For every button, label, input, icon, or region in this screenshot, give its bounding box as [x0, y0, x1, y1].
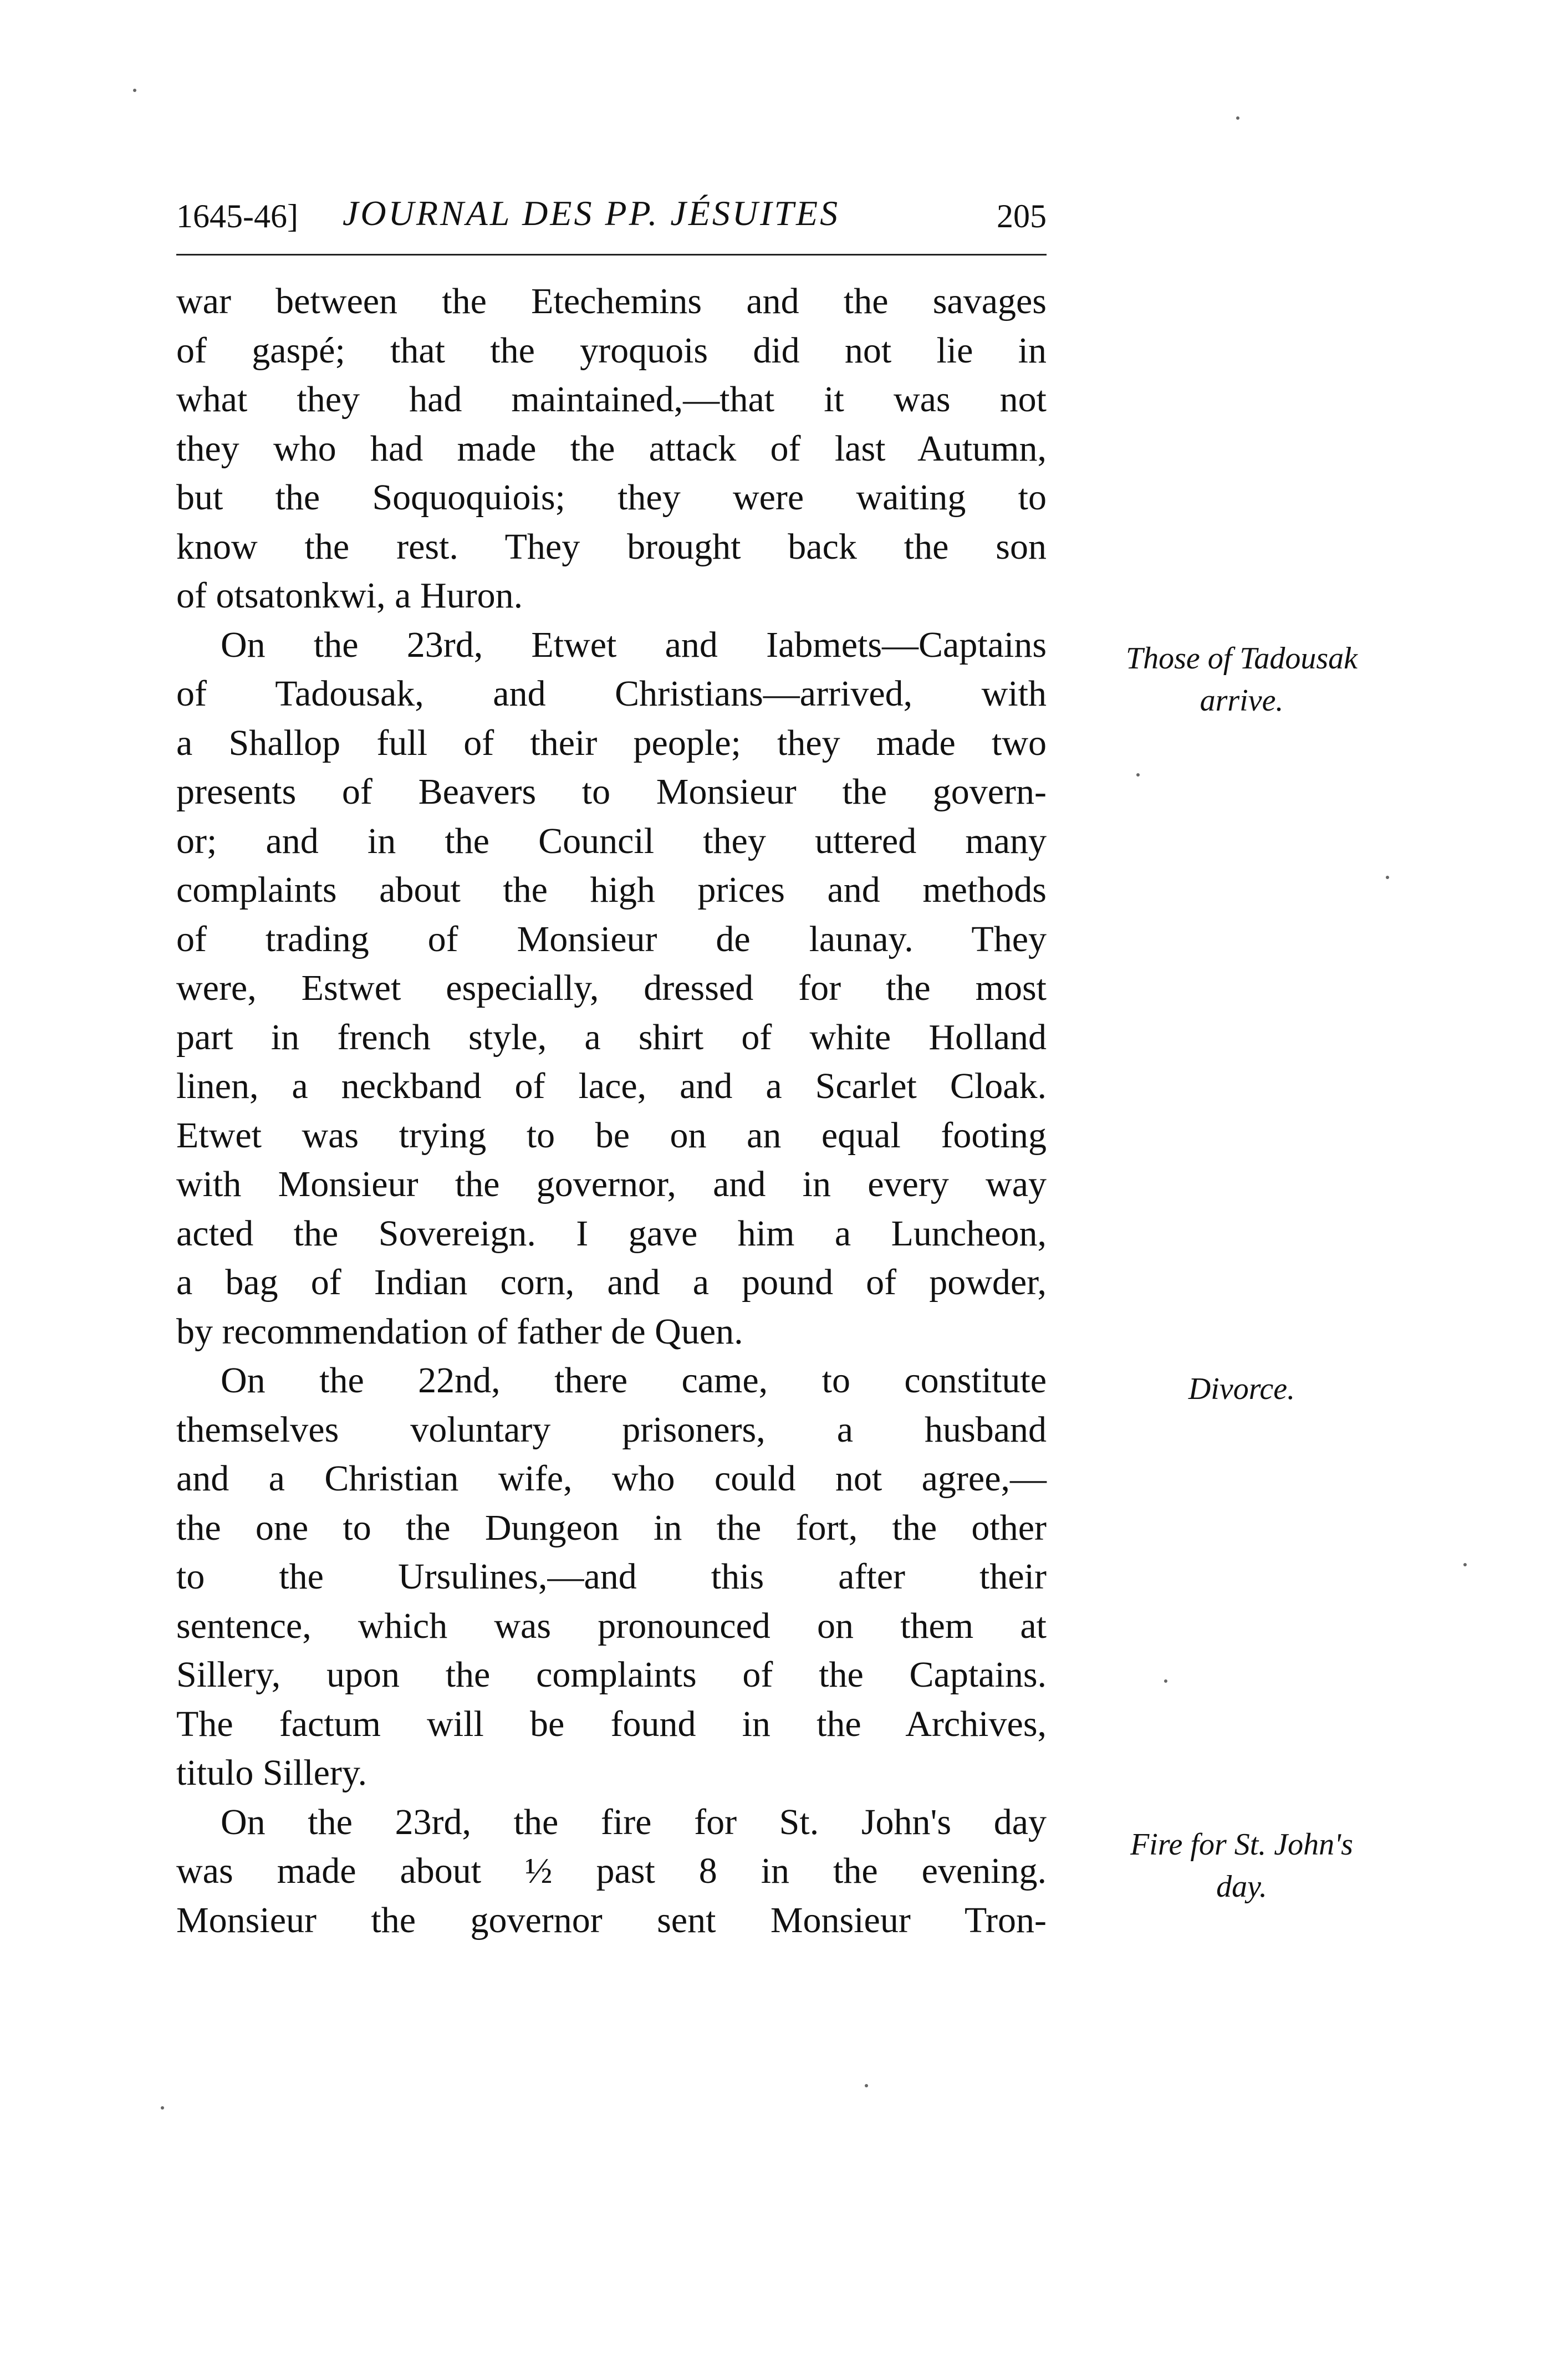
- paragraph-start-line: On the 23rd, Etwet and Iabmets—Captains: [221, 624, 1047, 665]
- margin-note-fire: [1070, 1824, 1414, 1908]
- text-line: complaints about the high prices and methods: [176, 870, 1047, 910]
- text-line: of otsatonkwi, a Huron.: [176, 575, 523, 616]
- paragraph-start-line: On the 23rd, the fire for St. John's day: [221, 1801, 1047, 1842]
- text-line: they who had made the attack of last Autumn,: [176, 428, 1047, 469]
- text-line: acted the Sovereign. I gave him a Luncheon,: [176, 1213, 1047, 1254]
- scan-speck: [1164, 1679, 1167, 1683]
- text-line: were, Estwet especially, dressed for the most: [176, 968, 1047, 1008]
- text-line: of gaspé; that the yroquois did not lie in: [176, 330, 1047, 371]
- header-rule: [176, 254, 1047, 256]
- margin-note-line: Those of Tadousak: [1125, 641, 1358, 676]
- scan-speck: [1236, 116, 1239, 120]
- page-number: 205: [997, 198, 1047, 234]
- text-line: Etwet was trying to be on an equal footing: [176, 1115, 1047, 1156]
- text-line: with Monsieur the governor, and in every way: [176, 1164, 1047, 1204]
- text-line: themselves voluntary prisoners, a husband: [176, 1409, 1047, 1450]
- scan-speck: [133, 89, 136, 92]
- text-line: part in french style, a shirt of white Holland: [176, 1017, 1047, 1058]
- margin-note-divorce: [1070, 1368, 1414, 1410]
- body-text: [176, 277, 1047, 1945]
- text-line: what they had maintained,—that it was not: [176, 379, 1047, 420]
- header-years: 1645-46]: [176, 198, 298, 234]
- text-line: to the Ursulines,—and this after their: [176, 1556, 1047, 1597]
- scan-speck: [161, 2106, 164, 2110]
- margin-note-tadousak: [1070, 637, 1414, 722]
- text-line: of trading of Monsieur de launay. They: [176, 918, 1047, 959]
- text-line: and a Christian wife, who could not agree,—: [176, 1458, 1047, 1499]
- text-line: a bag of Indian corn, and a pound of powder,: [176, 1262, 1047, 1303]
- text-line: The factum will be found in the Archives,: [176, 1703, 1047, 1744]
- text-line: Monsieur the governor sent Monsieur Tron-: [176, 1899, 1047, 1940]
- scan-speck: [1136, 773, 1140, 777]
- scan-speck: [865, 2084, 868, 2087]
- text-line: linen, a neckband of lace, and a Scarlet Cloak.: [176, 1066, 1047, 1106]
- scan-speck: [1386, 876, 1389, 879]
- scan-speck: [1463, 1563, 1467, 1566]
- margin-note-line: Divorce.: [1188, 1372, 1295, 1406]
- margin-note-line: arrive.: [1200, 683, 1284, 718]
- paragraph-start-line: On the 22nd, there came, to constitute: [221, 1360, 1047, 1401]
- text-line: was made about ½ past 8 in the evening.: [176, 1851, 1047, 1891]
- text-line: by recommendation of father de Quen.: [176, 1311, 743, 1352]
- text-line: of Tadousak, and Christians—arrived, with: [176, 673, 1047, 714]
- text-line: the one to the Dungeon in the fort, the other: [176, 1507, 1047, 1548]
- text-line: presents of Beavers to Monsieur the govern-: [176, 772, 1047, 812]
- header-title: JOURNAL DES PP. JÉSUITES: [343, 193, 840, 233]
- text-line: Sillery, upon the complaints of the Captains.: [176, 1654, 1047, 1695]
- text-line: but the Soquoquiois; they were waiting to: [176, 477, 1047, 518]
- text-line: war between the Etechemins and the savages: [176, 281, 1047, 321]
- text-line: a Shallop full of their people; they made two: [176, 722, 1047, 763]
- running-header: [176, 187, 1047, 237]
- text-line: titulo Sillery.: [176, 1753, 368, 1793]
- margin-note-line: day.: [1216, 1870, 1267, 1904]
- text-line: know the rest. They brought back the son: [176, 526, 1047, 567]
- margin-note-line: Fire for St. John's: [1130, 1827, 1353, 1862]
- text-line: sentence, which was pronounced on them at: [176, 1605, 1047, 1646]
- text-line: or; and in the Council they uttered many: [176, 820, 1047, 861]
